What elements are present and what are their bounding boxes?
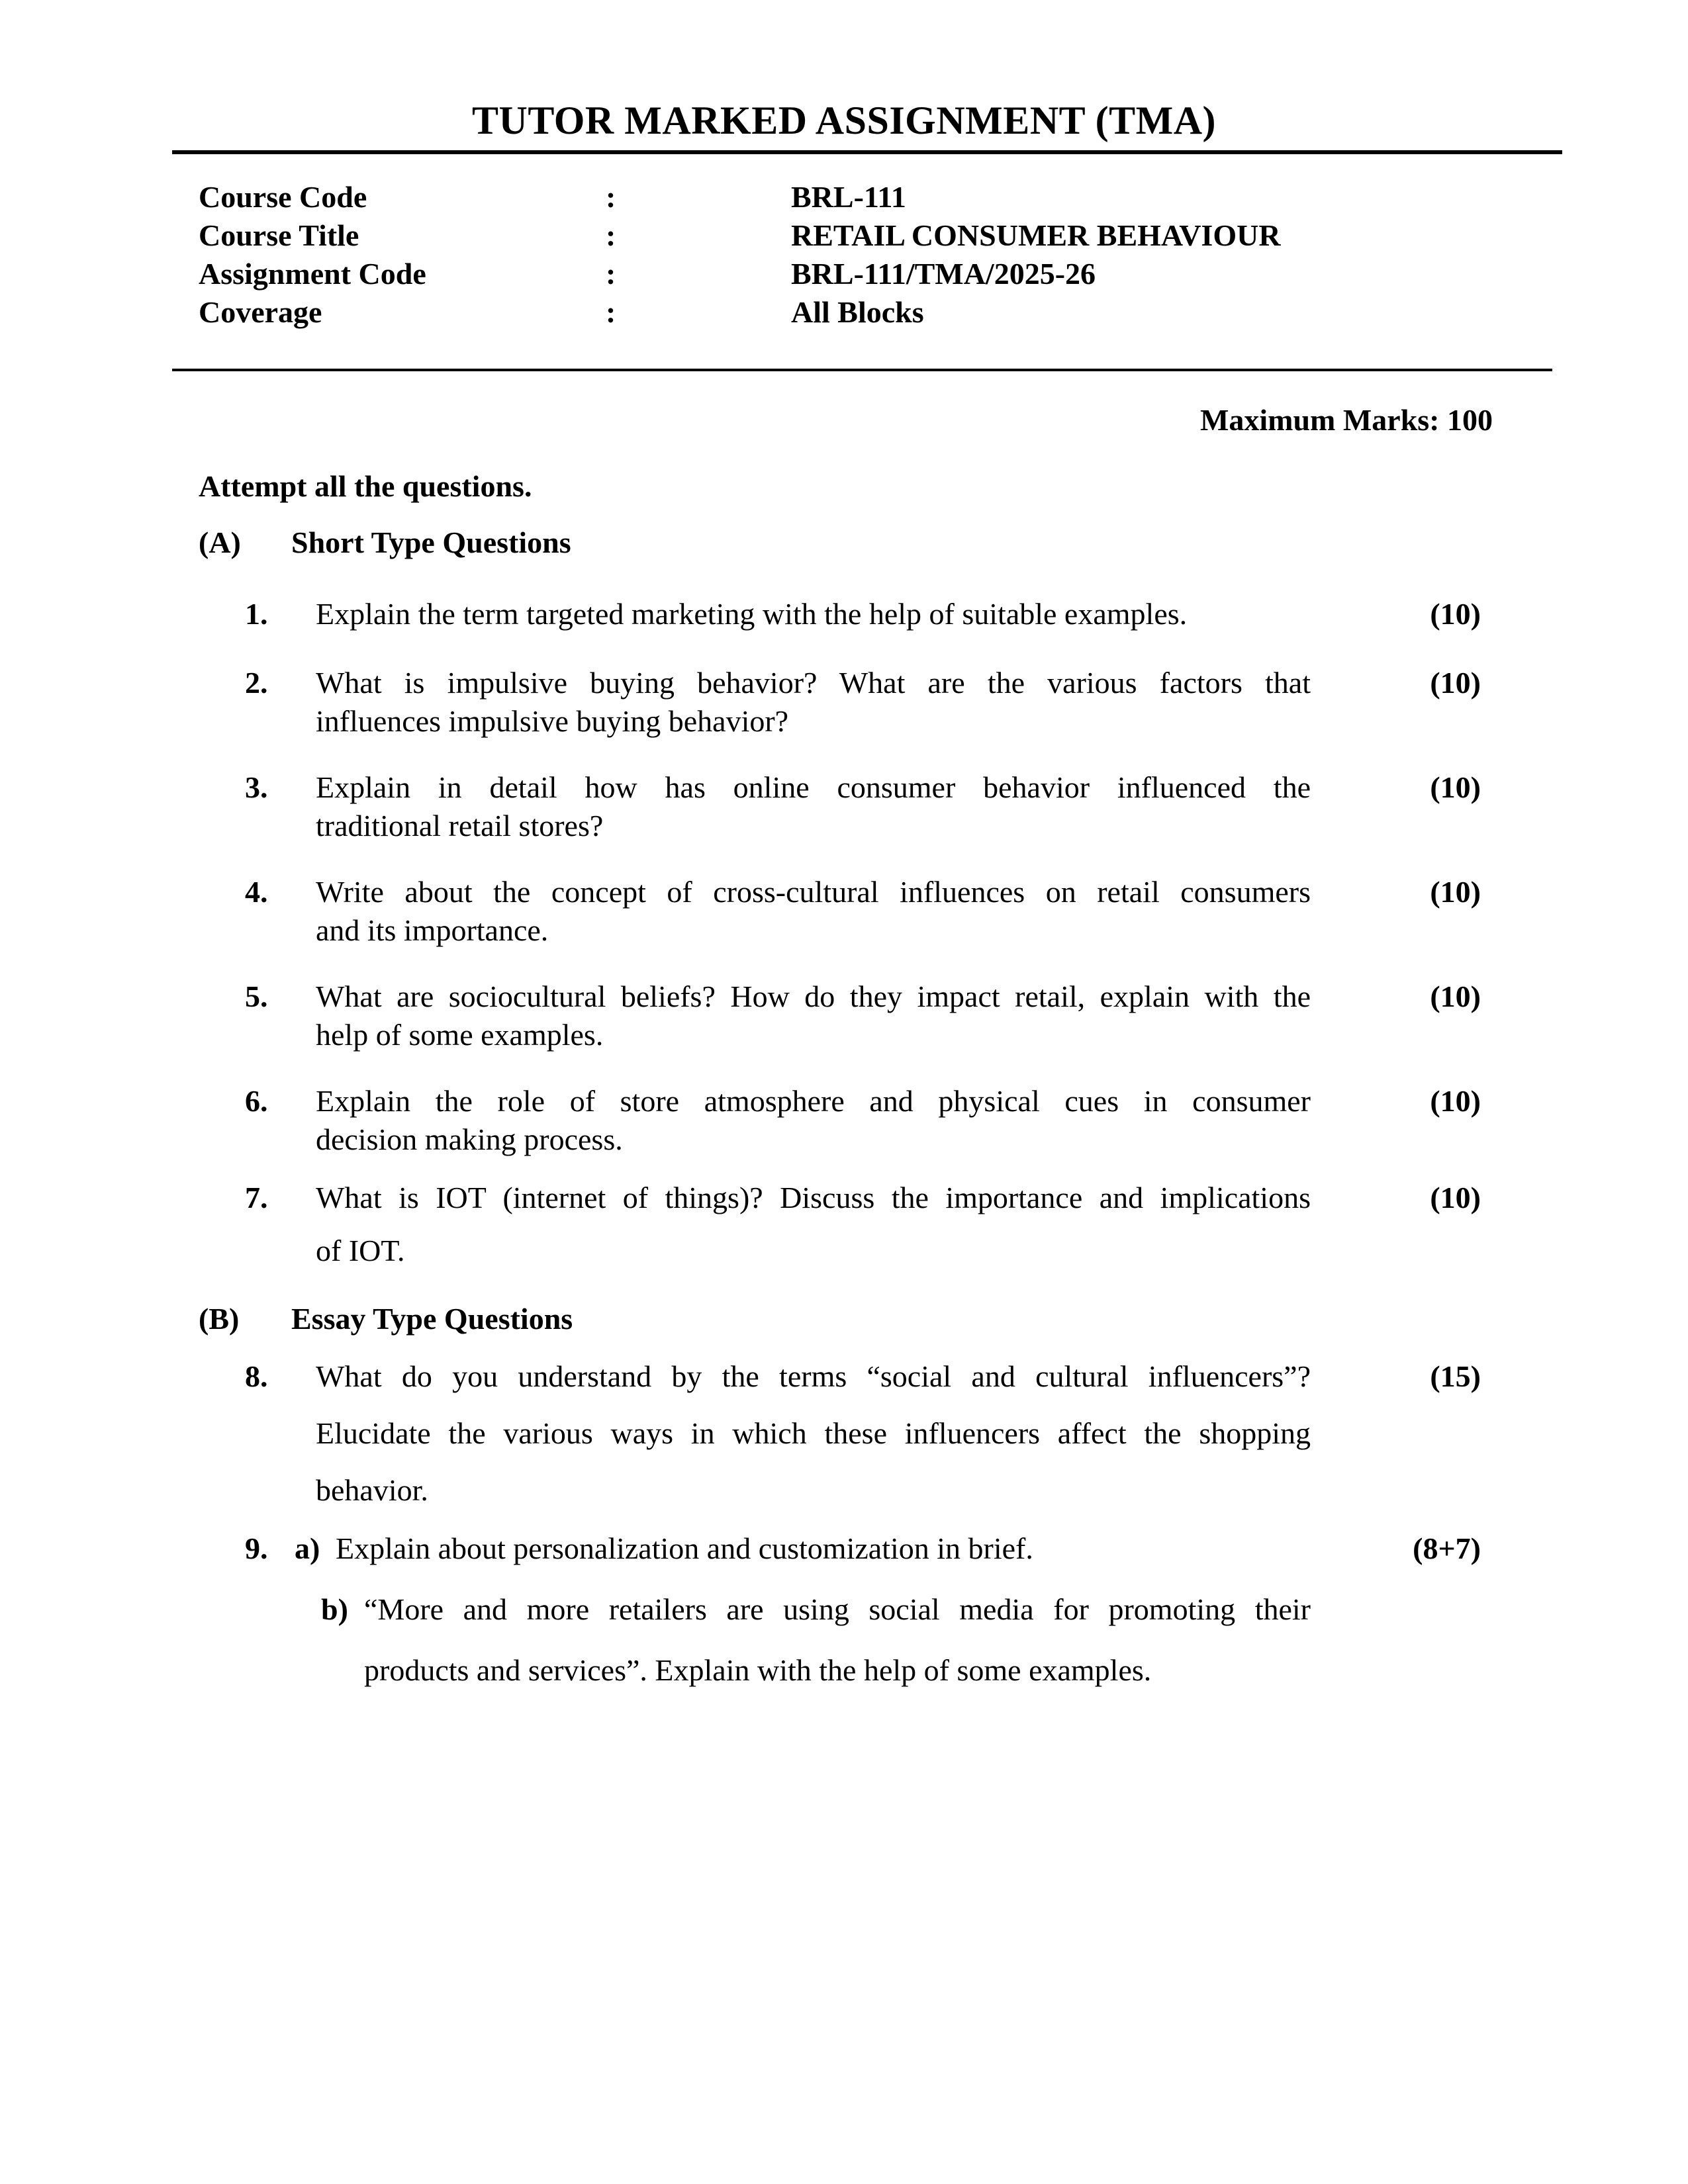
- colon-separator: :: [606, 295, 616, 329]
- question-2-marks: (10): [1430, 666, 1481, 700]
- question-line: Explain about personalization and customization in brief.: [336, 1531, 1033, 1565]
- course-code-value: BRL-111: [791, 180, 906, 214]
- section-b-id: (B): [199, 1302, 240, 1336]
- assignment-code-value: BRL-111/TMA/2025-26: [791, 257, 1096, 291]
- coverage-row: [199, 293, 1281, 332]
- question-9a-text: [336, 1529, 1311, 1568]
- question-7-number: 7.: [245, 1181, 268, 1214]
- question-8-number: 8.: [245, 1359, 268, 1393]
- question-4: [245, 873, 1481, 950]
- question-line: What is IOT (internet of things)? Discuss the importance and implications: [316, 1181, 1311, 1214]
- question-line: decision making process.: [316, 1122, 623, 1156]
- section-b-title: Essay Type Questions: [291, 1302, 573, 1336]
- question-8: [245, 1348, 1481, 1519]
- question-line: products and services”. Explain with the help of some examples.: [364, 1653, 1152, 1687]
- section-a-heading: [199, 523, 571, 562]
- question-7: [245, 1171, 1481, 1277]
- document-title: TUTOR MARKED ASSIGNMENT (TMA): [471, 99, 1217, 142]
- course-code-label: Course Code: [199, 180, 367, 214]
- question-4-text: [316, 873, 1311, 950]
- question-line: Explain the term targeted marketing with the help of suitable examples.: [316, 597, 1188, 631]
- instruction-text: Attempt all the questions.: [199, 469, 532, 503]
- question-1: [245, 595, 1481, 633]
- colon-separator: :: [606, 180, 616, 214]
- course-title-row: [199, 216, 1281, 255]
- course-title-label: Course Title: [199, 218, 359, 252]
- colon-separator: :: [606, 218, 616, 252]
- course-code-row: [199, 178, 1281, 216]
- question-line: What are sociocultural beliefs? How do they impact retail, explain with the: [316, 979, 1311, 1013]
- question-2-number: 2.: [245, 666, 268, 700]
- question-line: help of some examples.: [316, 1018, 604, 1052]
- question-line: behavior.: [316, 1473, 428, 1507]
- question-1-number: 1.: [245, 597, 268, 631]
- section-a-title: Short Type Questions: [291, 525, 571, 559]
- question-6: [245, 1082, 1481, 1159]
- section-a-id: (A): [199, 525, 241, 559]
- question-line: Elucidate the various ways in which these influencers affect the shopping: [316, 1416, 1311, 1450]
- question-9-number: 9.: [245, 1531, 268, 1565]
- question-1-marks: (10): [1430, 597, 1481, 631]
- question-3: [245, 768, 1481, 845]
- question-1-text: [316, 595, 1311, 633]
- question-line: What is impulsive buying behavior? What are the various factors that: [316, 666, 1311, 700]
- question-line: Write about the concept of cross-cultural influences on retail consumers: [316, 875, 1311, 909]
- question-7-marks: (10): [1430, 1181, 1481, 1214]
- question-6-marks: (10): [1430, 1084, 1481, 1118]
- question-2-text: [316, 664, 1311, 741]
- question-line: Explain in detail how has online consumer behavior influenced the: [316, 770, 1311, 804]
- question-line: traditional retail stores?: [316, 809, 604, 842]
- question-5: [245, 978, 1481, 1054]
- question-2: [245, 664, 1481, 741]
- question-8-marks: (15): [1430, 1359, 1481, 1393]
- question-3-text: [316, 768, 1311, 845]
- question-8-text: [316, 1348, 1311, 1519]
- coverage-label: Coverage: [199, 295, 322, 329]
- question-5-marks: (10): [1430, 979, 1481, 1013]
- question-9b-text: [364, 1579, 1311, 1701]
- question-4-number: 4.: [245, 875, 268, 909]
- question-5-text: [316, 978, 1311, 1054]
- colon-separator: :: [606, 257, 616, 291]
- question-3-marks: (10): [1430, 770, 1481, 804]
- section-b-heading: [199, 1300, 573, 1338]
- assignment-code-label: Assignment Code: [199, 257, 426, 291]
- header-divider-line: [172, 150, 1562, 154]
- question-9-part-a: [245, 1529, 1481, 1568]
- question-9-part-b: [245, 1579, 1481, 1701]
- info-divider-line: [172, 369, 1552, 371]
- question-3-number: 3.: [245, 770, 268, 804]
- question-line: and its importance.: [316, 913, 549, 947]
- part-b-label: b): [321, 1592, 348, 1626]
- question-6-number: 6.: [245, 1084, 268, 1118]
- question-4-marks: (10): [1430, 875, 1481, 909]
- coverage-value: All Blocks: [791, 295, 924, 329]
- course-info-table: [199, 178, 1281, 332]
- question-line: “More and more retailers are using social media for promoting their: [364, 1592, 1311, 1626]
- question-5-number: 5.: [245, 979, 268, 1013]
- question-line: influences impulsive buying behavior?: [316, 704, 789, 738]
- question-line: of IOT.: [316, 1234, 405, 1267]
- question-line: Explain the role of store atmosphere and physical cues in consumer: [316, 1084, 1311, 1118]
- assignment-code-row: [199, 255, 1281, 293]
- question-7-text: [316, 1171, 1311, 1277]
- question-line: What do you understand by the terms “social and cultural influencers”?: [316, 1359, 1311, 1393]
- maximum-marks: Maximum Marks: 100: [1199, 403, 1493, 437]
- course-title-value: RETAIL CONSUMER BEHAVIOUR: [791, 218, 1281, 252]
- question-6-text: [316, 1082, 1311, 1159]
- part-a-label: a): [295, 1531, 320, 1565]
- question-9-marks: (8+7): [1413, 1531, 1481, 1565]
